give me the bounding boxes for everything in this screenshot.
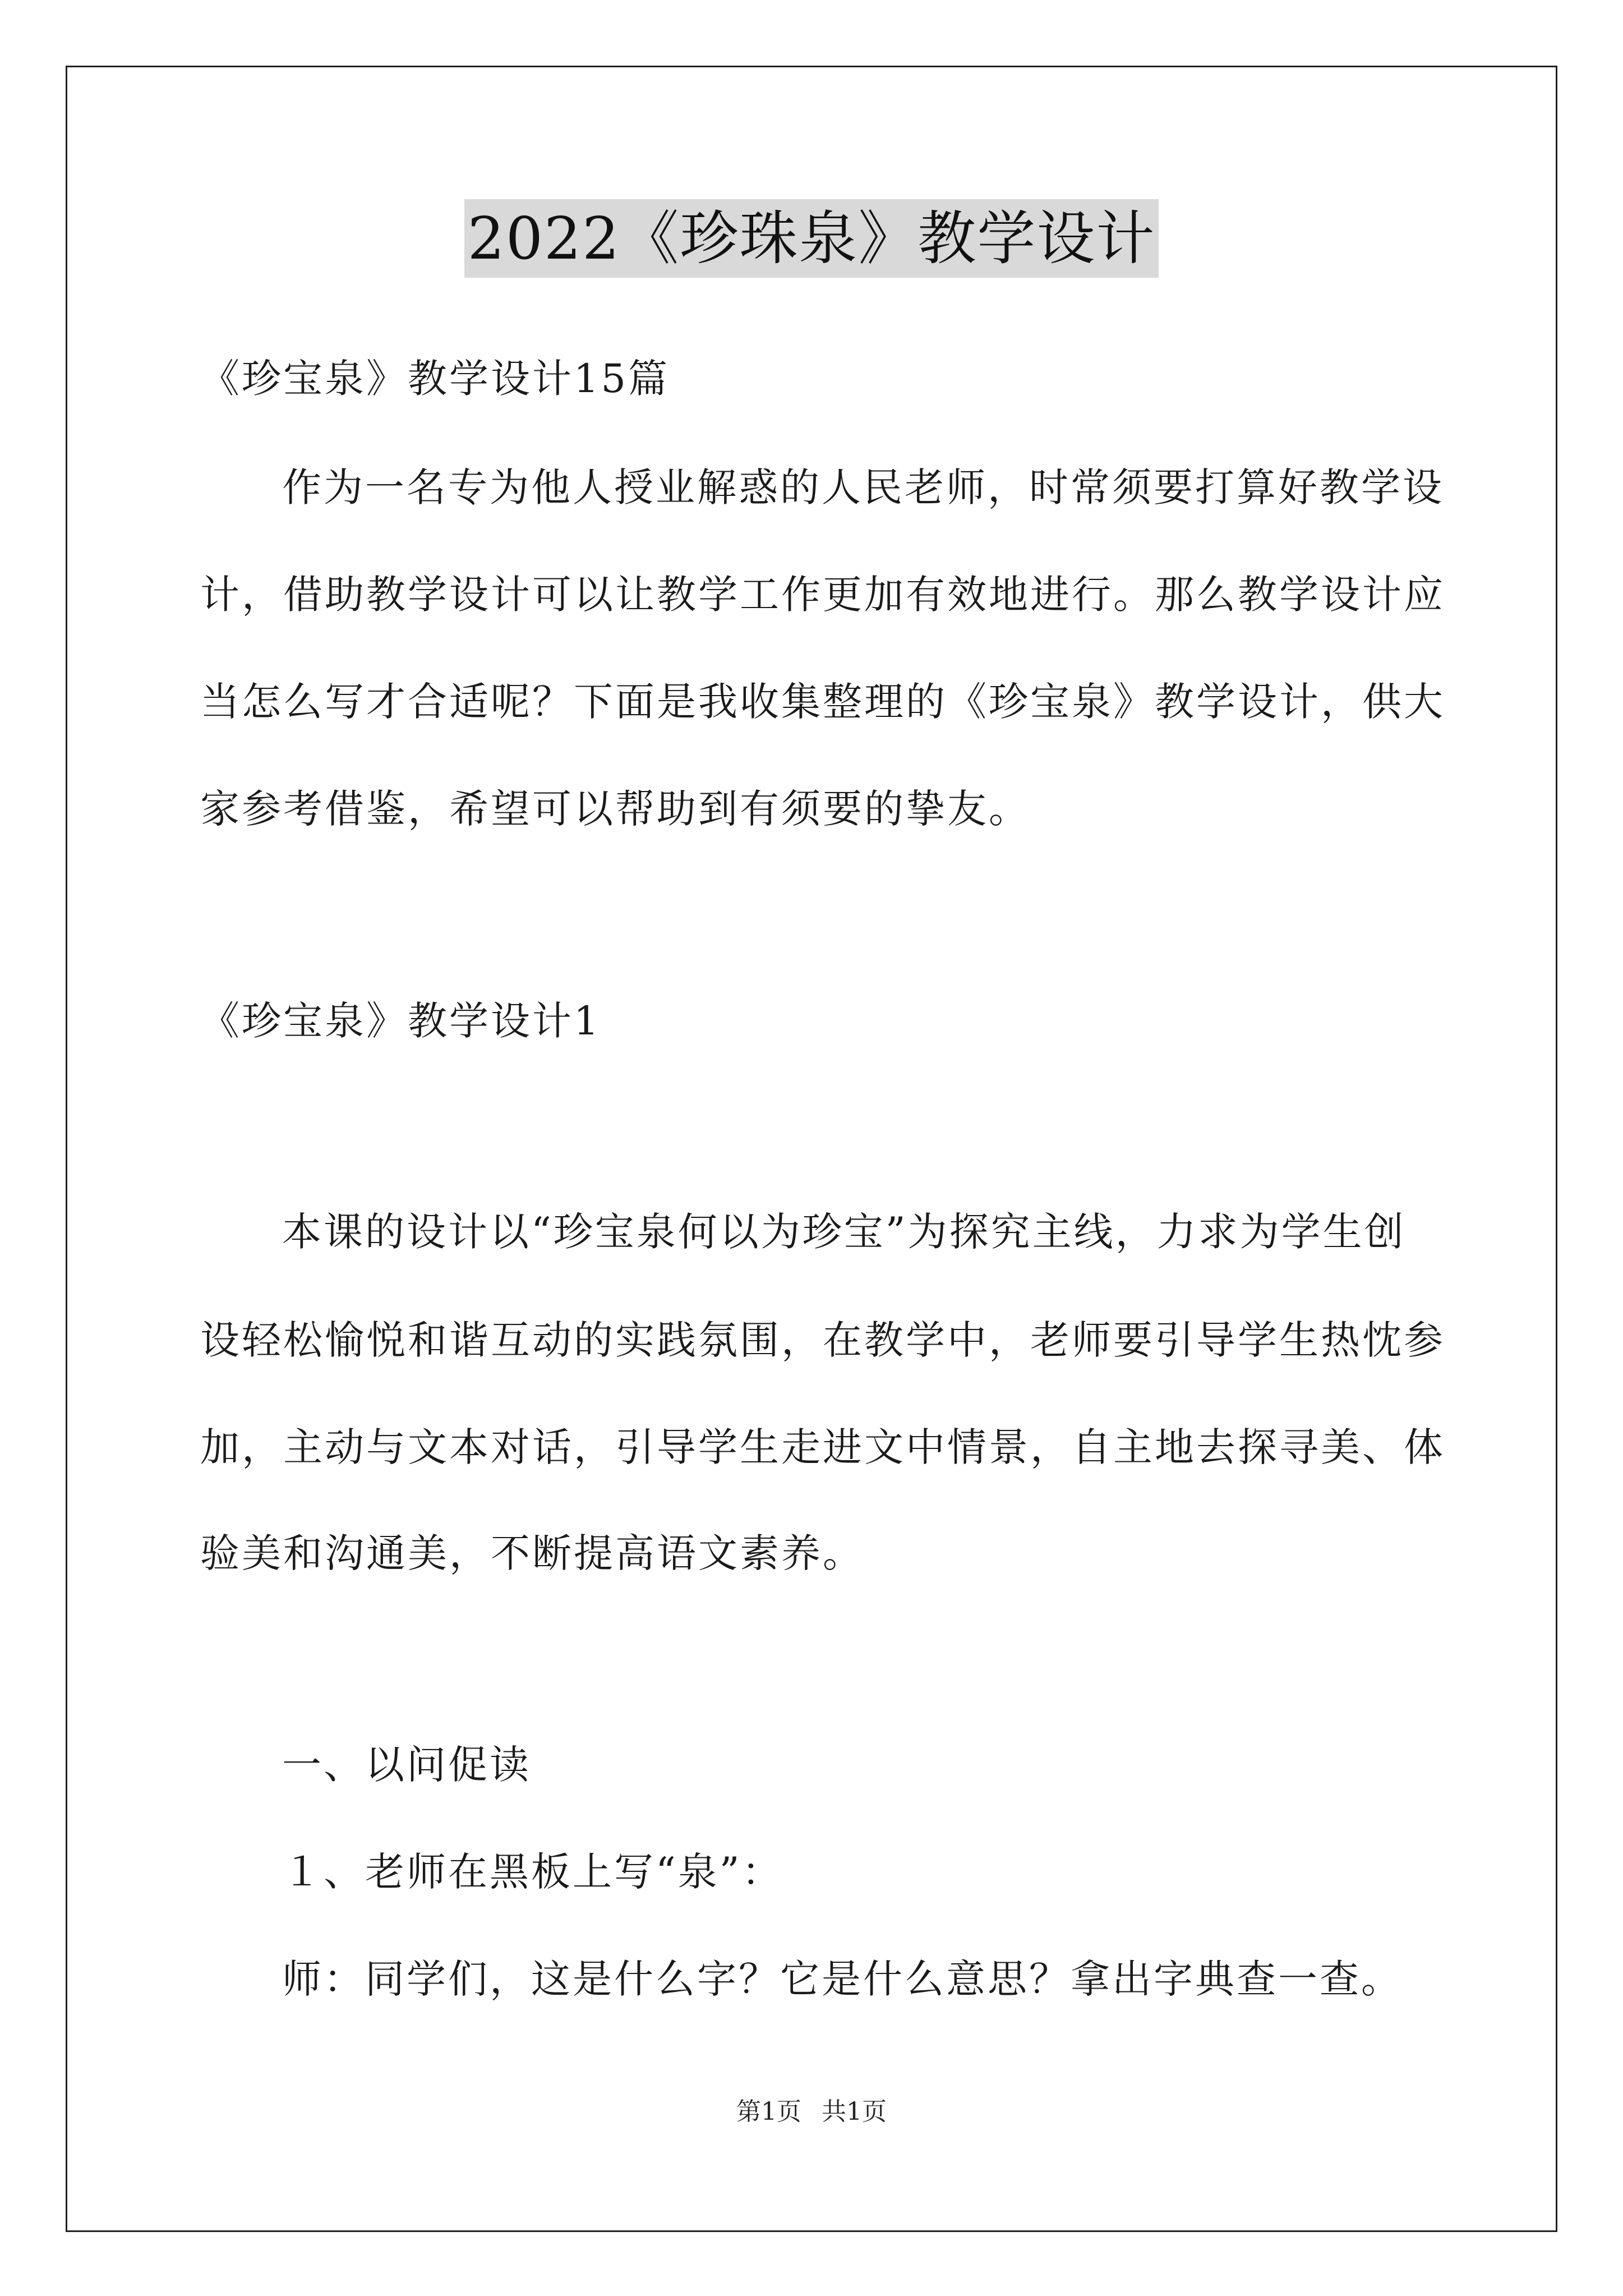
body-line-4: 验美和沟通美，不断提高语文素养。 xyxy=(200,1530,864,1576)
body-line-3: 加，主动与文本对话，引导学生走进文中情景，自主地去探寻美、体 xyxy=(200,1424,1445,1470)
intro-line-3: 当怎么写才合适呢？下面是我收集整理的《珍宝泉》教学设计，供大 xyxy=(200,679,1445,725)
page-footer xyxy=(0,2095,1623,2129)
page-number: 第1页 xyxy=(736,2097,801,2126)
body-line-1: 本课的设计以“珍宝泉何以为珍宝”为探究主线，力求为学生创 xyxy=(282,1209,1406,1255)
document-title: 2022《珍珠泉》教学设计 xyxy=(464,199,1159,278)
intro-line-1: 作为一名专为他人授业解惑的人民老师，时常须要打算好教学设 xyxy=(282,464,1444,510)
intro-line-2: 计，借助教学设计可以让教学工作更加有效地进行。那么教学设计应 xyxy=(200,572,1445,618)
intro-line-4: 家参考借鉴，希望可以帮助到有须要的挚友。 xyxy=(200,786,1030,832)
dialogue-line: 师：同学们，这是什么字？它是什么意思？拿出字典查一查。 xyxy=(282,1956,1403,2002)
step-heading: 一、以问促读 xyxy=(282,1742,531,1788)
page-total: 共1页 xyxy=(822,2097,887,2126)
section-heading: 《珍宝泉》教学设计1 xyxy=(200,998,601,1044)
step-item: １、老师在黑板上写“泉”： xyxy=(282,1849,783,1895)
document-subtitle: 《珍宝泉》教学设计15篇 xyxy=(200,356,670,402)
body-line-2: 设轻松愉悦和谐互动的实践氛围，在教学中，老师要引导学生热忱参 xyxy=(200,1317,1445,1363)
